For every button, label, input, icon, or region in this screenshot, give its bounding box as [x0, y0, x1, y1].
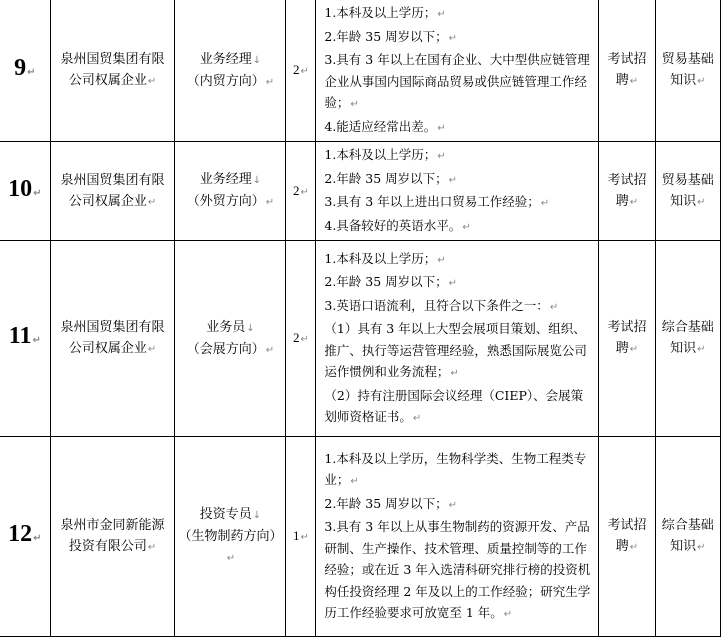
- requirement-item: [324, 295, 592, 319]
- requirement-item: [324, 2, 592, 26]
- paragraph-mark-icon: ↵: [448, 32, 458, 44]
- position-cell: 业务经理↓ （外贸方向）↵: [175, 142, 286, 241]
- cell-text: 综合基础知识: [661, 320, 714, 356]
- headcount-cell: 2↵: [286, 142, 316, 241]
- cell-text: 投资专员: [199, 507, 252, 522]
- headcount-cell: 2↵: [286, 0, 316, 142]
- cell-text: 考试招聘: [607, 172, 647, 209]
- paragraph-mark-icon: ↵: [350, 476, 359, 487]
- requirement-item: [324, 116, 592, 140]
- requirement-text: 3.具有 3 年以上在国有企业、大中型供应链管理企业从事国内国际商品贸易或供应链管理工作经验；: [324, 52, 590, 110]
- table-row: [0, 0, 721, 142]
- paragraph-mark-icon: ↵: [437, 9, 446, 20]
- table-row: [0, 241, 721, 437]
- cell-text: （会展方向）: [186, 341, 265, 357]
- requirement-item: [324, 248, 592, 272]
- cell-text: 9: [14, 55, 27, 81]
- cell-text: （内贸方向）: [186, 73, 265, 89]
- cell-text: 考试招聘: [607, 320, 647, 356]
- table-row: [0, 142, 721, 241]
- row-number: 10↵: [0, 142, 50, 241]
- cell-text: 11: [8, 323, 32, 349]
- cell-text: 贸易基础知识: [661, 172, 714, 209]
- paragraph-mark-icon: ↵: [448, 174, 458, 186]
- exam-subject-cell: 综合基础知识↵: [655, 437, 720, 637]
- row-number: 11↵: [0, 241, 50, 437]
- requirement-text: 2.年龄 35 周岁以下；: [324, 28, 448, 44]
- cell-text: 业务经理: [199, 172, 252, 187]
- cell-text: 综合基础知识: [661, 518, 714, 554]
- company-cell: 泉州国贸集团有限公司权属企业↵: [50, 241, 175, 437]
- cell-text: （生物制药方向）: [178, 529, 283, 544]
- requirement-text: 1.本科及以上学历；: [324, 147, 437, 162]
- requirement-item: [324, 448, 592, 493]
- cell-text: 2: [292, 182, 300, 198]
- cell-text: 考试招聘: [607, 518, 647, 554]
- requirement-text: 1.本科及以上学历；: [324, 5, 437, 20]
- position-cell: 业务经理↓ （内贸方向）↵: [175, 0, 286, 142]
- paragraph-mark-icon: ↵: [437, 122, 446, 134]
- requirement-item: [324, 385, 592, 430]
- cell-text: 业务员: [206, 319, 246, 335]
- headcount-cell: 2↵: [286, 241, 316, 437]
- paragraph-mark-icon: ↵: [549, 301, 559, 313]
- cell-text: 业务经理: [199, 51, 252, 67]
- requirement-item: [324, 26, 592, 50]
- paragraph-mark-icon: ↵: [450, 368, 459, 379]
- cell-text: （外贸方向）: [186, 194, 265, 209]
- headcount-cell: 1↵: [286, 437, 316, 637]
- row-number: 9↵: [0, 0, 50, 142]
- requirement-text: （2）持有注册国际会议经理（CIEP）、会展策划师资格证书。: [324, 387, 584, 424]
- requirement-item: [324, 271, 592, 295]
- requirement-item: [324, 493, 592, 517]
- requirement-text: 3.英语口语流利，且符合以下条件之一：: [324, 297, 549, 313]
- requirements-list: [324, 144, 592, 238]
- requirement-text: 2.年龄 35 周岁以下；: [324, 274, 448, 289]
- table-row: [0, 437, 721, 637]
- requirement-item: [324, 144, 592, 168]
- exam-subject-cell: 贸易基础知识↵: [655, 0, 720, 142]
- requirement-text: 4.能适应经常出差。: [324, 118, 437, 134]
- requirement-item: [324, 516, 592, 626]
- recruit-mode-cell: 考试招聘↵: [599, 241, 655, 437]
- requirements-cell: [316, 142, 599, 241]
- company-cell: 泉州国贸集团有限公司权属企业↵: [50, 142, 175, 241]
- requirements-cell: [316, 241, 599, 437]
- cell-text: 12: [8, 521, 33, 547]
- cell-text: 泉州国贸集团有限公司权属企业: [60, 320, 165, 356]
- paragraph-mark-icon: ↵: [350, 99, 359, 110]
- paragraph-mark-icon: ↵: [437, 151, 446, 162]
- paragraph-mark-icon: ↵: [448, 499, 458, 511]
- requirements-list: [324, 448, 592, 626]
- company-cell: 泉州国贸集团有限公司权属企业↵: [50, 0, 175, 142]
- row-number: 12↵: [0, 437, 50, 637]
- requirement-item: [324, 191, 592, 215]
- requirements-cell: [316, 0, 599, 142]
- requirement-text: 1.本科及以上学历；: [324, 250, 437, 266]
- company-cell: 泉州市金同新能源投资有限公司↵: [50, 437, 175, 637]
- cell-text: 泉州市金同新能源投资有限公司: [60, 518, 165, 554]
- paragraph-mark-icon: ↵: [448, 278, 458, 289]
- requirement-item: [324, 215, 592, 239]
- requirement-text: 2.年龄 35 周岁以下；: [324, 170, 448, 186]
- position-cell: 投资专员↓ （生物制药方向）↵: [175, 437, 286, 637]
- requirement-item: [324, 168, 592, 192]
- cell-text: 泉州国贸集团有限公司权属企业: [60, 172, 165, 209]
- cell-text: 2: [292, 330, 300, 345]
- exam-subject-cell: 贸易基础知识↵: [655, 142, 720, 241]
- requirements-cell: [316, 437, 599, 637]
- cell-text: 1: [292, 528, 300, 543]
- requirements-list: [324, 2, 592, 139]
- paragraph-mark-icon: ↵: [412, 413, 422, 424]
- recruit-mode-cell: 考试招聘↵: [599, 437, 655, 637]
- requirement-text: 3.具有 3 年以上从事生物制药的资源开发、产品研制、生产操作、技术管理、质量控制等的工作经验；或在近 3 年入选清科研究排行榜的投资机构任投资经理 2 年及以上的工作经验；研究生学历工作经验要求可放宽至 1 年。: [324, 519, 591, 620]
- cell-text: 泉州国贸集团有限公司权属企业: [60, 52, 165, 88]
- requirement-text: 1.本科及以上学历，生物科学类、生物工程类专业；: [324, 450, 587, 487]
- requirement-text: 3.具有 3 年以上进出口贸易工作经验；: [324, 194, 540, 209]
- cell-text: 2: [292, 62, 300, 77]
- requirement-item: [324, 318, 592, 385]
- paragraph-mark-icon: ↵: [437, 254, 446, 266]
- requirement-text: （1）具有 3 年以上大型会展项目策划、组织、推广、执行等运营管理经验，熟悉国际展览公司运作惯例和业务流程；: [324, 321, 587, 379]
- cell-text: 10: [8, 175, 33, 202]
- requirements-list: [324, 248, 592, 430]
- exam-subject-cell: 综合基础知识↵: [655, 241, 720, 437]
- recruit-mode-cell: 考试招聘↵: [599, 142, 655, 241]
- paragraph-mark-icon: ↵: [540, 198, 550, 209]
- position-cell: 业务员↓ （会展方向）↵: [175, 241, 286, 437]
- requirement-text: 2.年龄 35 周岁以下；: [324, 495, 448, 511]
- cell-text: 贸易基础知识: [661, 52, 714, 88]
- paragraph-mark-icon: ↵: [503, 609, 513, 620]
- recruit-mode-cell: 考试招聘↵: [599, 0, 655, 142]
- cell-text: 考试招聘: [607, 52, 647, 88]
- requirement-text: 4.具备较好的英语水平。: [324, 217, 462, 233]
- paragraph-mark-icon: ↵: [462, 221, 471, 233]
- requirement-item: [324, 49, 592, 116]
